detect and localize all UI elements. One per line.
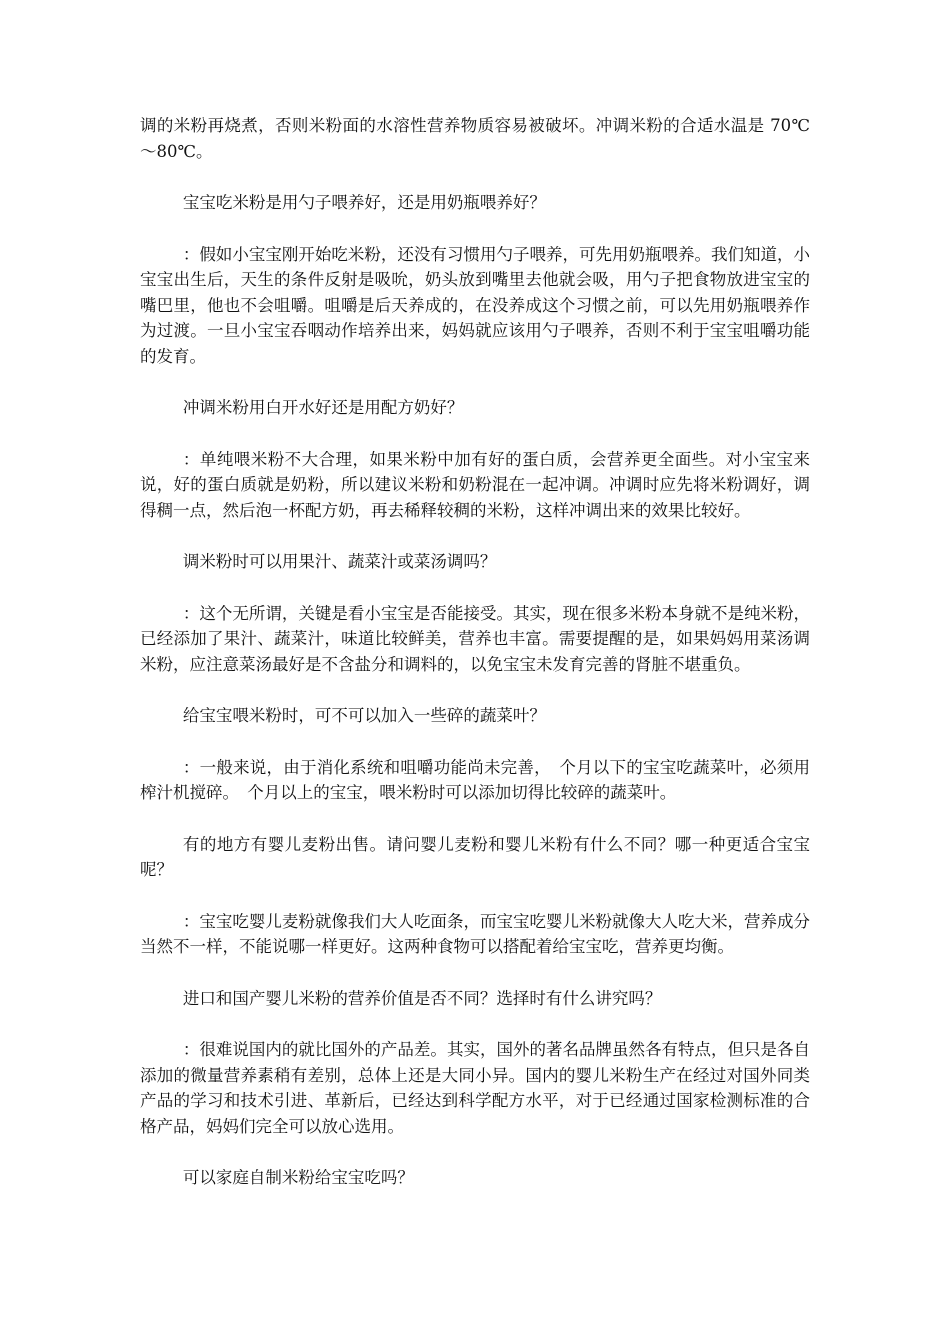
question-imported-vs-domestic: 进口和国产婴儿米粉的营养价值是否不同？选择时有什么讲究吗？ bbox=[182, 988, 662, 1008]
answer-water-or-formula: ：单纯喂米粉不大合理，如果米粉中加有好的蛋白质，会营养更全面些。对小宝宝来说，好的蛋白质就是奶粉，所以建议米粉和奶粉混在一起冲调。冲调时应先将米粉调好，调得稠一点，然后泡一杯配方奶，再去稀释较稠的米粉，这样冲调出来的效果比较好。 bbox=[140, 449, 810, 520]
answer-juice-or-soup: ：这个无所谓，关键是看小宝宝是否能接受。其实，现在很多米粉本身就不是纯米粉，已经添加了果汁、蔬菜汁，味道比较鲜美，营养也丰富。需要提醒的是，如果妈妈用菜汤调米粉，应注意菜汤最好是不含盐分和调料的，以免宝宝未发育完善的肾脏不堪重负。 bbox=[140, 603, 810, 674]
question-vegetable-leaves: 给宝宝喂米粉时，可不可以加入一些碎的蔬菜叶？ bbox=[182, 706, 546, 725]
answer-wheat-vs-rice: ：宝宝吃婴儿麦粉就像我们大人吃面条，而宝宝吃婴儿米粉就像大人吃大米，营养成分当然不一样，不能说哪一样更好。这两种食物可以搭配着给宝宝吃，营养更均衡。 bbox=[140, 911, 810, 956]
answer-imported-vs-domestic: ：很难说国内的就比国外的产品差。其实，国外的著名品牌虽然各有特点，但只是各自添加的微量营养素稍有差别，总体上还是大同小异。国内的婴儿米粉生产在经过对国外同类产品的学习和技术引进、革新后，已经达到科学配方水平，对于已经通过国家检测标准的合格产品，妈妈们完全可以放心选用。 bbox=[140, 1040, 810, 1136]
question-wheat-vs-rice: 有的地方有婴儿麦粉出售。请问婴儿麦粉和婴儿米粉有什么不同？哪一种更适合宝宝呢？ bbox=[140, 834, 810, 879]
paragraph-intro: 调的米粉再烧煮，否则米粉面的水溶性营养物质容易被破坏。冲调米粉的合适水温是 70℃～80℃。 bbox=[140, 116, 810, 161]
question-water-or-formula: 冲调米粉用白开水好还是用配方奶好？ bbox=[182, 398, 464, 417]
document-body bbox=[140, 113, 810, 1217]
answer-vegetable-leaves: ：一般来说，由于消化系统和咀嚼功能尚未完善， 个月以下的宝宝吃蔬菜叶，必须用榨汁机搅碎。 个月以上的宝宝，喂米粉时可以添加切得比较碎的蔬菜叶。 bbox=[140, 757, 810, 802]
question-homemade: 可以家庭自制米粉给宝宝吃吗？ bbox=[182, 1168, 414, 1187]
question-juice-or-soup: 调米粉时可以用果汁、蔬菜汁或菜汤调吗？ bbox=[182, 552, 497, 571]
answer-spoon-or-bottle: ：假如小宝宝刚开始吃米粉，还没有习惯用勺子喂养，可先用奶瓶喂养。我们知道，小宝宝出生后，天生的条件反射是吸吮，奶头放到嘴里去他就会吸，用勺子把食物放进宝宝的嘴巴里，他也不会咀嚼。咀嚼是后天养成的，在没养成这个习惯之前，可以先用奶瓶喂养作为过渡。一旦小宝宝吞咽动作培养出来，妈妈就应该用勺子喂养，否则不利于宝宝咀嚼功能的发育。 bbox=[140, 244, 810, 366]
question-spoon-or-bottle: 宝宝吃米粉是用勺子喂养好，还是用奶瓶喂养好？ bbox=[182, 193, 546, 212]
